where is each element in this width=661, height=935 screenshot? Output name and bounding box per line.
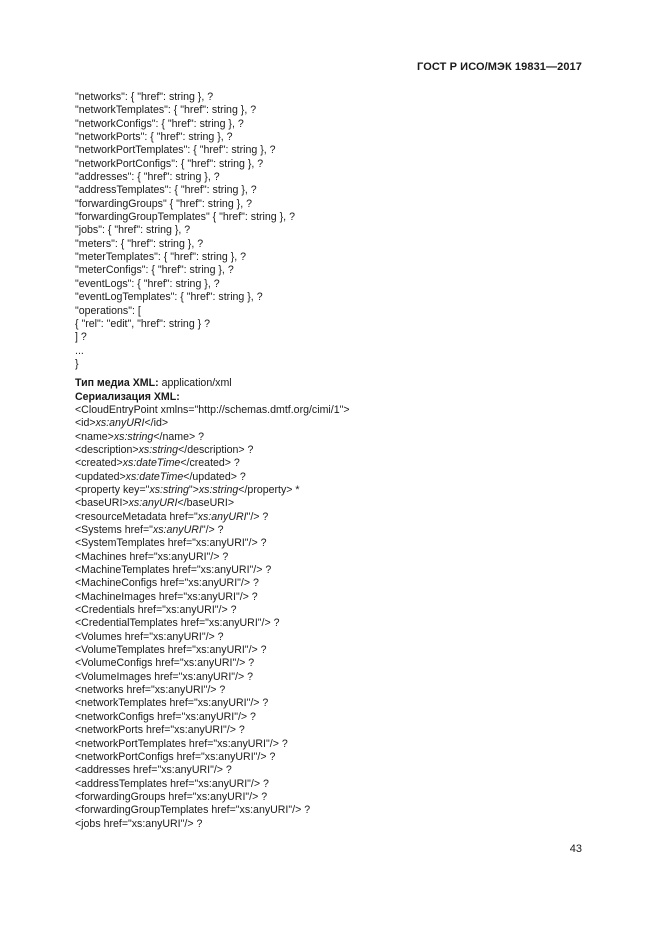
xml-text-token: <updated> bbox=[75, 470, 126, 483]
xml-code-line bbox=[75, 524, 595, 537]
xml-type-token: xs:anyURI bbox=[152, 524, 202, 536]
xml-type-token: xs:anyURI bbox=[95, 417, 145, 430]
xml-code-line bbox=[75, 711, 595, 724]
xml-code-line bbox=[75, 537, 595, 550]
json-code-line: } bbox=[75, 357, 79, 370]
json-code-line: "networkPortTemplates": { "href": string }, ? bbox=[75, 144, 276, 157]
xml-text-token: <Systems href=" bbox=[75, 524, 153, 536]
xml-code-line bbox=[75, 644, 595, 657]
serialization-heading: Сериализация XML: bbox=[75, 390, 180, 403]
xml-code-line bbox=[75, 577, 595, 590]
xml-code-line bbox=[75, 671, 595, 684]
xml-text-token: </updated> ? bbox=[183, 470, 246, 483]
json-code-line: "operations": [ bbox=[75, 304, 141, 317]
xml-code-line bbox=[75, 778, 595, 791]
json-code-line: "jobs": { "href": string }, ? bbox=[75, 224, 191, 237]
xml-type-token: xs:string bbox=[138, 443, 179, 456]
document-header: ГОСТ Р ИСО/МЭК 19831—2017 bbox=[417, 61, 582, 73]
xml-code-line bbox=[75, 564, 595, 577]
xml-text-token: "/> ? bbox=[201, 524, 224, 536]
xml-text-token: <addresses href="xs:anyURI"/> ? bbox=[75, 764, 232, 777]
json-code-line: "networkPortConfigs": { "href": string }, ? bbox=[75, 157, 264, 170]
xml-type-token: xs:anyURI bbox=[128, 497, 178, 510]
json-code-line: "networkTemplates": { "href": string }, ? bbox=[75, 104, 257, 117]
xml-text-token: <networkConfigs href="xs:anyURI"/> ? bbox=[75, 710, 256, 723]
xml-text-token: </property> * bbox=[238, 483, 300, 496]
page-number: 43 bbox=[569, 843, 582, 855]
xml-text-token: <networkPortConfigs href="xs:anyURI"/> ? bbox=[75, 750, 276, 763]
xml-code-line bbox=[75, 604, 595, 617]
xml-text-token: <Machines href="xs:anyURI"/> ? bbox=[75, 550, 229, 563]
xml-code-block bbox=[75, 404, 595, 831]
xml-code-line bbox=[75, 497, 595, 510]
json-code-line: ... bbox=[75, 344, 84, 357]
xml-code-line bbox=[75, 657, 595, 670]
xml-type-token: xs:string bbox=[149, 483, 189, 496]
xml-text-token: </baseURI> bbox=[177, 497, 235, 510]
xml-code-line bbox=[75, 724, 595, 737]
xml-text-token: "> bbox=[188, 483, 199, 496]
xml-text-token: <networkPortTemplates href="xs:anyURI"/> ? bbox=[75, 737, 288, 750]
xml-text-token: <resourceMetadata href=" bbox=[75, 510, 198, 523]
xml-text-token: <MachineImages href="xs:anyURI"/> ? bbox=[75, 590, 258, 603]
xml-code-line bbox=[75, 417, 595, 430]
xml-code-line bbox=[75, 684, 595, 697]
xml-code-line bbox=[75, 471, 595, 484]
xml-text-token: <networkTemplates href="xs:anyURI"/> ? bbox=[75, 697, 269, 710]
xml-text-token: <forwardingGroupTemplates href="xs:anyURI"/> ? bbox=[75, 804, 311, 817]
xml-text-token: </description> ? bbox=[178, 443, 254, 456]
xml-code-line bbox=[75, 617, 595, 630]
json-code-line: "networkPorts": { "href": string }, ? bbox=[75, 131, 233, 144]
media-type-value: application/xml bbox=[158, 377, 232, 390]
xml-text-token: <networks href="xs:anyURI"/> ? bbox=[75, 684, 226, 697]
xml-text-token: <created> bbox=[75, 457, 123, 470]
xml-text-token: "/> ? bbox=[246, 510, 269, 523]
xml-text-token: <CloudEntryPoint xmlns="http://schemas.dmtf.org/cimi/1"> bbox=[75, 403, 350, 416]
xml-text-token: <forwardingGroups href="xs:anyURI"/> ? bbox=[75, 790, 268, 803]
xml-text-token: <MachineTemplates href="xs:anyURI"/> ? bbox=[75, 564, 272, 577]
xml-text-token: <description> bbox=[75, 443, 139, 456]
json-code-line: "networkConfigs": { "href": string }, ? bbox=[75, 117, 244, 130]
xml-text-token: <MachineConfigs href="xs:anyURI"/> ? bbox=[75, 577, 259, 590]
document-body bbox=[75, 91, 595, 831]
xml-code-line bbox=[75, 804, 595, 817]
xml-code-line bbox=[75, 697, 595, 710]
xml-text-token: <Volumes href="xs:anyURI"/> ? bbox=[75, 630, 224, 643]
xml-text-token: <networkPorts href="xs:anyURI"/> ? bbox=[75, 724, 245, 737]
xml-code-line bbox=[75, 457, 595, 470]
xml-code-line bbox=[75, 444, 595, 457]
json-code-line: "meters": { "href": string }, ? bbox=[75, 237, 204, 250]
xml-text-token: <baseURI> bbox=[75, 497, 129, 510]
xml-text-token: <jobs href="xs:anyURI"/> ? bbox=[75, 817, 203, 830]
xml-code-line bbox=[75, 431, 595, 444]
json-code-line: "forwardingGroupTemplates" { "href": string }, ? bbox=[75, 211, 295, 224]
json-code-line: "eventLogs": { "href": string }, ? bbox=[75, 277, 220, 290]
json-code-line: "networks": { "href": string }, ? bbox=[75, 91, 214, 103]
xml-text-token: <property key=" bbox=[75, 483, 150, 496]
xml-code-line bbox=[75, 631, 595, 644]
xml-code-line bbox=[75, 751, 595, 764]
json-code-line: "forwardingGroups" { "href": string }, ? bbox=[75, 197, 252, 210]
xml-text-token: <id> bbox=[75, 417, 96, 430]
xml-text-token: <VolumeConfigs href="xs:anyURI"/> ? bbox=[75, 657, 255, 670]
json-code-line: ] ? bbox=[75, 331, 87, 344]
xml-type-token: xs:string bbox=[198, 483, 239, 496]
xml-text-token: <addressTemplates href="xs:anyURI"/> ? bbox=[75, 777, 269, 790]
xml-text-token: <Credentials href="xs:anyURI"/> ? bbox=[75, 604, 237, 617]
json-code-line: "meterTemplates": { "href": string }, ? bbox=[75, 251, 247, 264]
xml-code-line bbox=[75, 591, 595, 604]
xml-text-token: <SystemTemplates href="xs:anyURI"/> ? bbox=[75, 537, 267, 550]
xml-type-token: xs:string bbox=[113, 430, 154, 443]
media-type-line bbox=[75, 377, 595, 390]
xml-code-line bbox=[75, 484, 595, 497]
json-code-line: "eventLogTemplates": { "href": string }, ? bbox=[75, 291, 263, 304]
xml-text-token: </name> ? bbox=[153, 430, 204, 443]
xml-code-line bbox=[75, 791, 595, 804]
xml-code-line bbox=[75, 738, 595, 751]
xml-code-line bbox=[75, 818, 595, 831]
media-type-label: Тип медиа XML: bbox=[75, 377, 159, 390]
xml-text-token: </id> bbox=[144, 417, 169, 430]
xml-code-line bbox=[75, 764, 595, 777]
json-code-line: "addressTemplates": { "href": string }, ? bbox=[75, 184, 257, 197]
xml-type-token: xs:dateTime bbox=[125, 470, 184, 483]
xml-code-line bbox=[75, 551, 595, 564]
xml-text-token: <VolumeTemplates href="xs:anyURI"/> ? bbox=[75, 644, 267, 657]
xml-code-line bbox=[75, 404, 595, 417]
xml-type-token: xs:anyURI bbox=[197, 510, 247, 523]
json-code-line: "meterConfigs": { "href": string }, ? bbox=[75, 264, 234, 277]
json-code-line: "addresses": { "href": string }, ? bbox=[75, 171, 220, 184]
xml-text-token: <CredentialTemplates href="xs:anyURI"/> ? bbox=[75, 617, 280, 630]
xml-text-token: </created> ? bbox=[180, 457, 240, 470]
xml-type-token: xs:dateTime bbox=[122, 457, 181, 470]
xml-text-token: <VolumeImages href="xs:anyURI"/> ? bbox=[75, 670, 253, 683]
json-code-block bbox=[75, 91, 595, 371]
json-code-line: { "rel": "edit", "href": string } ? bbox=[75, 317, 211, 330]
xml-code-line bbox=[75, 511, 595, 524]
xml-text-token: <name> bbox=[75, 430, 114, 443]
